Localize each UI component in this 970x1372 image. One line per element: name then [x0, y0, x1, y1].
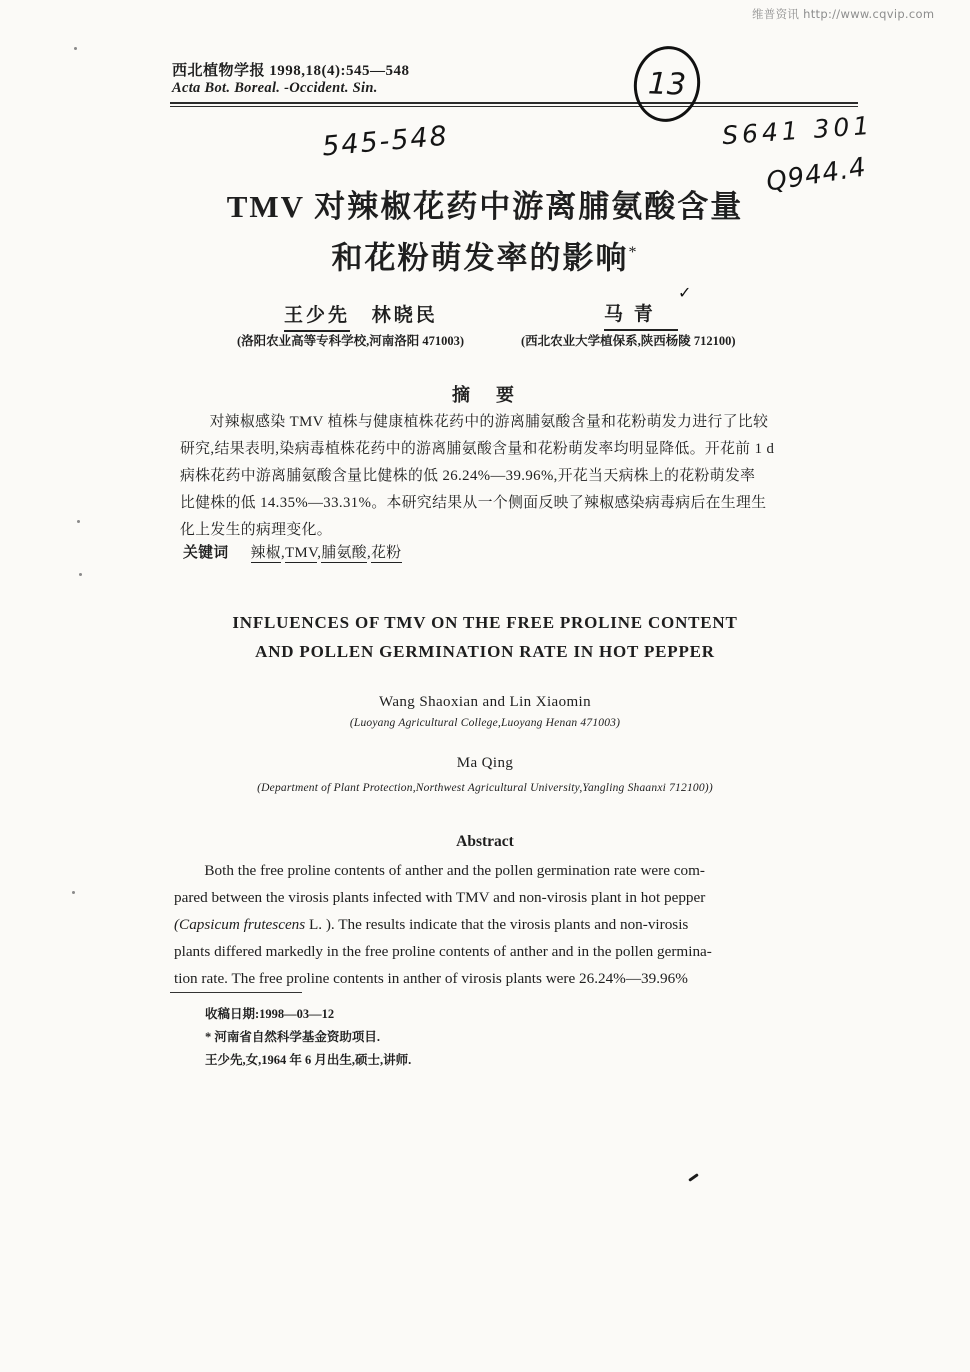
species-name-italic: (Capsicum frutescens	[174, 916, 306, 933]
scan-artifact-dot	[77, 520, 80, 523]
english-title-block	[115, 608, 855, 666]
journal-title-en: Acta Bot. Boreal. -Occident. Sin.	[172, 80, 378, 96]
keywords-row	[183, 540, 815, 567]
abstract-cn-line5: 化上发生的病理变化。	[180, 522, 332, 538]
footnote-fund: * 河南省自然科学基金资助项目.	[205, 1030, 381, 1044]
handwritten-page-range: 545-548	[320, 120, 450, 163]
title-footnote-asterisk: *	[628, 244, 639, 261]
handwritten-class-code-top: S641 301	[721, 110, 875, 151]
scan-artifact-dot	[72, 891, 75, 894]
affiliation-cn-2: (西北农业大学植保系,陕西杨陵 712100)	[521, 334, 736, 348]
keyword-sep-1: ,	[281, 545, 286, 561]
affiliation-cn-1: (洛阳农业高等专科学校,河南洛阳 471003)	[237, 334, 465, 348]
abstract-cn-line4: 比健株的低 14.35%—33.31%。本研究结果从一个侧面反映了辣椒感染病毒病后在生理生	[180, 495, 767, 511]
authors-group1	[284, 300, 438, 332]
english-authors-2: Ma Qing	[456, 755, 514, 771]
abstract-body-en	[174, 857, 834, 992]
article-title-line1: TMV 对辣椒花药中游离脯氨酸含量	[226, 189, 744, 224]
english-authors-1: Wang Shaoxian and Lin Xiaomin	[378, 694, 592, 710]
handwritten-class-code-side: Q944.4	[764, 152, 869, 198]
abstract-cn-line1: 对辣椒感染 TMV 植株与健康植株花药中的游离脯氨酸含量和花粉萌发力进行了比较	[209, 414, 769, 430]
circled-number-text: 13	[647, 65, 687, 103]
scan-artifact-dot	[74, 47, 77, 50]
abstract-cn-line3: 病株花药中游离脯氨酸含量比健株的低 26.24%—39.96%,开花当天病株上的花粉萌发率	[180, 468, 756, 484]
english-affiliation-2: (Department of Plant Protection,Northwest Agricultural University,Yangling Shaanxi 712100))	[257, 782, 713, 794]
keyword-pollen: 花粉	[371, 545, 402, 561]
author-wang-shaoxian: 王少先	[284, 300, 350, 332]
abstract-en-line5: tion rate. The free proline contents in anther of virosis plants were 26.24%—39.96%	[174, 970, 688, 987]
journal-title-cn: 西北植物学报 1998,18(4):545—548	[172, 63, 410, 79]
author-lin-xiaomin: 林晓民	[371, 305, 438, 326]
abstract-en-line4: plants differed markedly in the free proline contents of anther and in the pollen germina-	[174, 943, 712, 960]
keyword-sep-3: ,	[367, 545, 372, 561]
keywords-label: 关键词	[183, 545, 229, 561]
handwritten-circled-number	[628, 41, 706, 127]
abstract-heading-cn: 摘 要	[452, 385, 518, 405]
authors-group2	[604, 299, 678, 331]
abstract-en-line1: Both the free proline contents of anther and the pollen germination rate were com-	[204, 862, 705, 879]
footnote-author-bio: 王少先,女,1964 年 6 月出生,硕士,讲师.	[205, 1053, 412, 1067]
footnote-rule	[170, 992, 302, 993]
english-title-line2: AND POLLEN GERMINATION RATE IN HOT PEPPER	[255, 642, 715, 661]
abstract-en-line3	[174, 911, 834, 938]
abstract-cn-line2: 研究,结果表明,染病毒植株花药中的游离脯氨酸含量和花粉萌发率均明显降低。开花前 1 d	[180, 441, 775, 457]
article-title-line2-text: 和花粉萌发率的影响	[331, 240, 629, 276]
abstract-en-line2: pared between the virosis plants infected with TMV and non-virosis plant in hot pepper	[174, 889, 706, 906]
abstract-body-cn	[180, 409, 812, 544]
author-ma-qing: 马 青	[604, 299, 678, 331]
abstract-en-line3-rest: L. ). The results indicate that the virosis plants and non-virosis	[305, 916, 689, 933]
english-affiliation-1: (Luoyang Agricultural College,Luoyang Henan 471003)	[349, 717, 621, 729]
keyword-pepper: 辣椒	[250, 545, 281, 561]
cqvip-watermark: 维普资讯 http://www.cqvip.com	[752, 7, 935, 21]
english-title-line1: INFLUENCES OF TMV ON THE FREE PROLINE CONTENT	[232, 613, 738, 632]
keyword-sep-2: ,	[317, 545, 322, 561]
footnotes-block	[205, 1003, 411, 1072]
header-double-rule	[170, 102, 858, 107]
keyword-tmv: TMV	[285, 545, 318, 561]
abstract-heading-en: Abstract	[456, 833, 514, 850]
article-title-line2	[115, 230, 855, 281]
scan-artifact-dot	[79, 573, 82, 576]
article-title-block	[115, 184, 855, 281]
footnote-received-date: 收稿日期:1998—03—12	[205, 1007, 335, 1021]
keyword-proline: 脯氨酸	[321, 545, 367, 561]
scan-artifact-tick	[688, 1173, 699, 1182]
handwritten-checkmark: ✓	[678, 285, 692, 302]
